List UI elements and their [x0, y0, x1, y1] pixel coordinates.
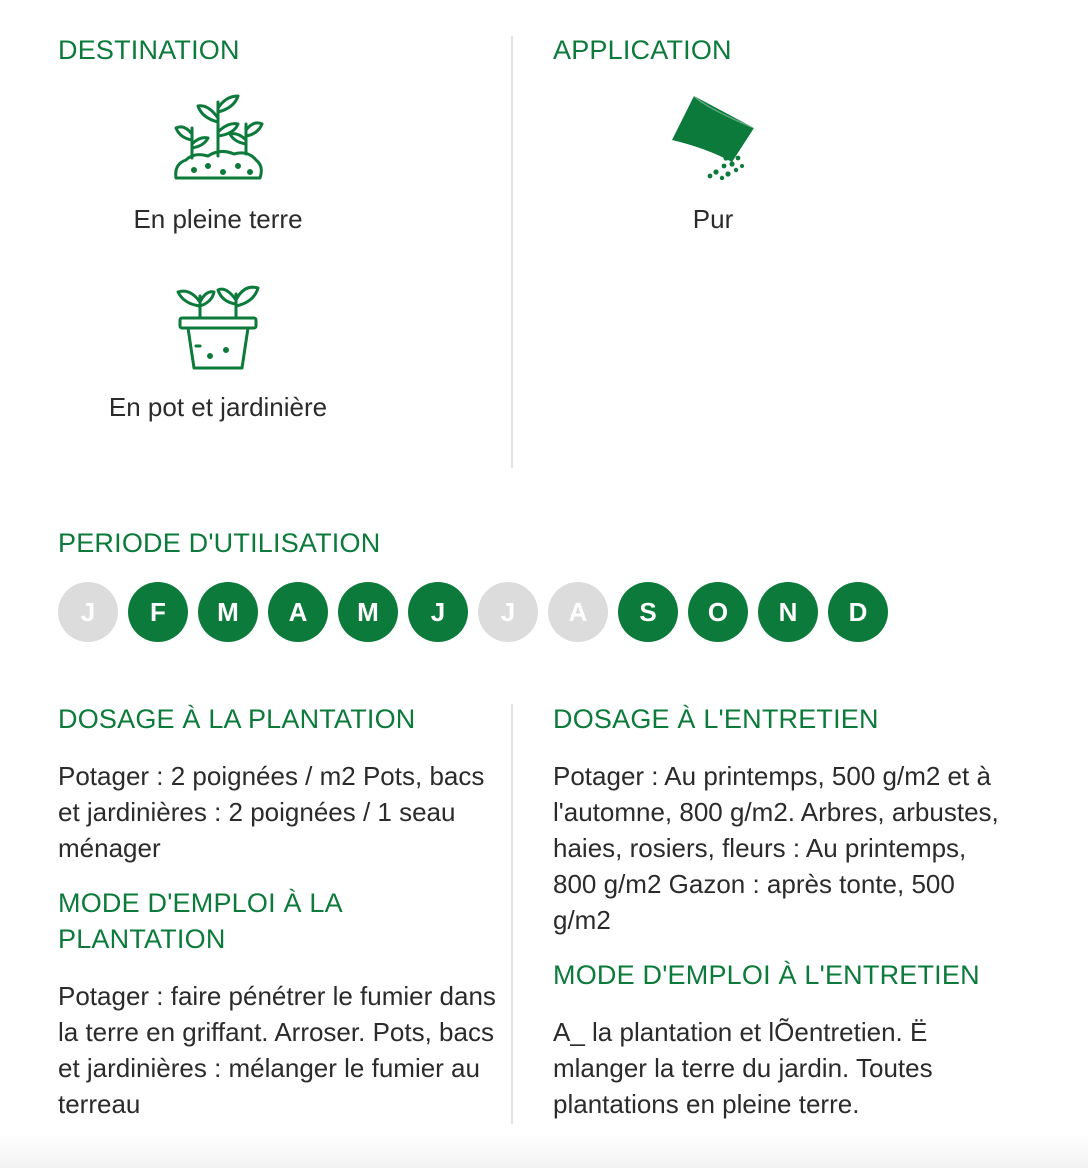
- mode-plantation-text: Potager : faire pénétrer le fumier dans la terre en griffant. Arroser. Pots, bacs et jardinières : mélanger le fumier au terreau: [58, 981, 496, 1119]
- mode-entretien-heading: MODE D'EMPLOI À L'ENTRETIEN: [553, 960, 980, 990]
- month-6-active: J: [408, 582, 468, 642]
- mode-plantation-heading: MODE D'EMPLOI À LA PLANTATION: [58, 888, 342, 954]
- month-11-active: N: [758, 582, 818, 642]
- month-4-active: A: [268, 582, 328, 642]
- page-bottom-edge: [0, 1134, 1088, 1168]
- application-item-label: Pur: [692, 204, 734, 234]
- dosage-entretien-heading: DOSAGE À L'ENTRETIEN: [553, 704, 879, 734]
- dosage-plantation-heading: DOSAGE À LA PLANTATION: [58, 704, 416, 734]
- plants-in-ground-icon: [168, 88, 268, 186]
- mode-entretien-text: A_ la plantation et lÕentretien. Ë mlanger la terre du jardin. Toutes plantations en pleine terre.: [553, 1017, 933, 1119]
- month-2-active: F: [128, 582, 188, 642]
- potted-plant-icon: [170, 276, 266, 372]
- destination-heading: DESTINATION: [58, 35, 240, 65]
- month-9-active: S: [618, 582, 678, 642]
- destination-item-label: En pleine terre: [133, 204, 303, 234]
- month-10-active: O: [688, 582, 748, 642]
- period-heading: PERIODE D'UTILISATION: [58, 528, 381, 558]
- month-12-active: D: [828, 582, 888, 642]
- top-column-divider: [511, 36, 513, 468]
- month-selector: [58, 582, 888, 642]
- month-7-inactive: J: [478, 582, 538, 642]
- bottom-column-divider: [511, 704, 513, 1124]
- dosage-plantation-text: Potager : 2 poignées / m2 Pots, bacs et jardinières : 2 poignées / 1 seau ménager: [58, 761, 485, 863]
- destination-item-label: En pot et jardinière: [108, 392, 328, 422]
- dosage-entretien-text: Potager : Au printemps, 500 g/m2 et à l'automne, 800 g/m2. Arbres, arbustes, haies, rosiers, fleurs : Au printemps, 800 g/m2 Gazon : après tonte, 500 g/m2: [553, 761, 999, 935]
- application-heading: APPLICATION: [553, 35, 732, 65]
- month-8-inactive: A: [548, 582, 608, 642]
- month-1-inactive: J: [58, 582, 118, 642]
- fertilizer-bag-icon: [666, 94, 758, 180]
- month-3-active: M: [198, 582, 258, 642]
- month-5-active: M: [338, 582, 398, 642]
